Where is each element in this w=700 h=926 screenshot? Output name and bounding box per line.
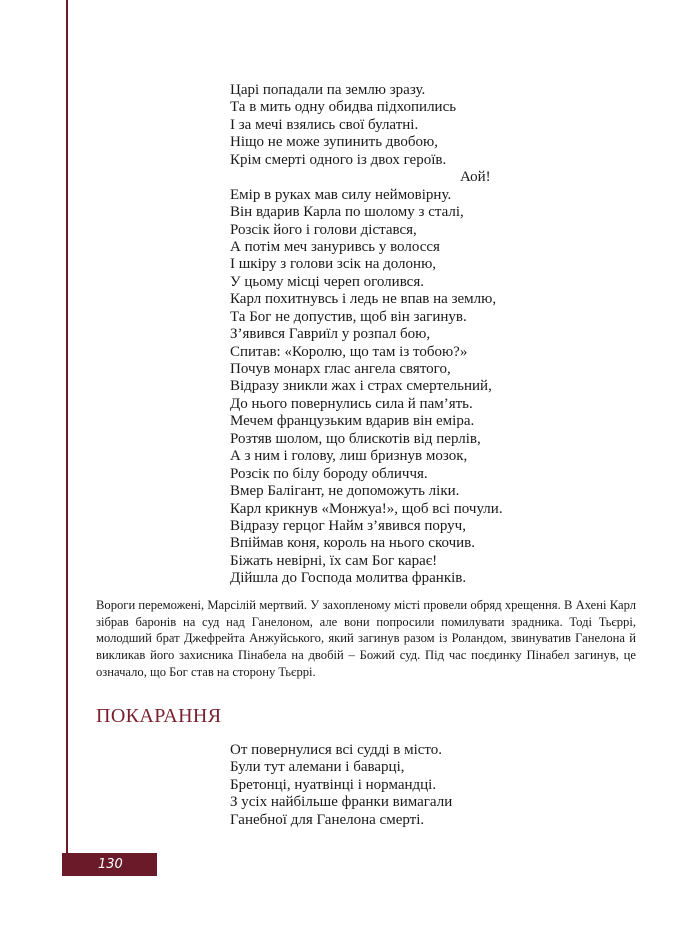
poem-line: З’явився Гавриїл у розпал бою, bbox=[230, 326, 431, 343]
poem-line: Емір в руках мав силу неймовірну. bbox=[230, 186, 452, 203]
poem-line: Ганебної для Ганелона смерті. bbox=[230, 811, 425, 828]
poem-refrain: Аой! bbox=[460, 169, 491, 186]
poem-line: У цьому місці череп оголився. bbox=[230, 273, 424, 290]
poem-line: Розсік по білу бороду обличчя. bbox=[230, 465, 428, 482]
poem-line: Почув монарх глас ангела святого, bbox=[230, 361, 451, 377]
poem-line: І за мечі взялись свої булатні. bbox=[230, 116, 419, 133]
page-number: 130 bbox=[98, 857, 123, 872]
poem-line: Та Бог не допустив, щоб він загинув. bbox=[230, 308, 467, 325]
poem-line: Були тут алемани і баварці, bbox=[230, 759, 405, 776]
poem-line: Царі попадали па землю зразу. bbox=[230, 82, 426, 98]
margin-rule bbox=[66, 0, 68, 876]
poem-line: Розтяв шолом, що блискотів від перлів, bbox=[230, 430, 481, 447]
poem-line: Карл крикнув «Монжуа!», щоб всі почули. bbox=[230, 500, 503, 517]
poem-line: Дійшла до Господа молитва франків. bbox=[230, 570, 467, 587]
poem-line: Ніщо не може зупинить двобою, bbox=[230, 134, 438, 151]
poem-excerpt-punishment bbox=[230, 742, 452, 829]
poem-line: Відразу зникли жах і страх смертельний, bbox=[230, 378, 492, 395]
section-heading: ПОКАРАННЯ bbox=[96, 705, 222, 727]
poem-line: Впіймав коня, король на нього скочив. bbox=[230, 535, 475, 552]
prose-summary: Вороги переможені, Марсілій мертвий. У захопленому місті провели обряд хрещення. В Ахені Карл зібрав баронів на суд над Ганелоном, але вони попросили помилувати зрадника. Тоді Тьєррі, молодший брат Джефрейта Анжуйського, який загинув разом із Роландом, звинуватив Ганелона й викликав його захисника Пінабела на двобій – Божий суд. Під час поєдинку Пінабел загинув, це означало, що Бог став на сторону Тьєррі. bbox=[96, 598, 636, 679]
poem-line: А з ним і голову, лиш бризнув мозок, bbox=[230, 448, 468, 465]
poem-excerpt-battle bbox=[230, 82, 503, 588]
poem-line: Бретонці, нуатвінці і нормандці. bbox=[230, 776, 437, 793]
poem-line: Карл похитнувсь і ледь не впав на землю, bbox=[230, 291, 497, 308]
poem-line: Вмер Балігант, не допоможуть ліки. bbox=[230, 483, 460, 500]
poem-line: Та в мить одну обидва підхопились bbox=[230, 99, 457, 116]
poem-line: Розсік його і голови дістався, bbox=[230, 221, 417, 238]
poem-line: Він вдарив Карла по шолому з сталі, bbox=[230, 204, 464, 221]
poem-line: І шкіру з голови зсік на долоню, bbox=[230, 256, 437, 273]
poem-line: Крім смерті одного із двох героїв. bbox=[230, 151, 447, 168]
page-number-tab bbox=[62, 853, 157, 876]
poem-line: До нього повернулись сила й пам’ять. bbox=[230, 395, 473, 412]
poem-line: Мечем французьким вдарив він еміра. bbox=[230, 413, 475, 430]
poem-line: Біжать невірні, їх сам Бог карає! bbox=[230, 552, 438, 569]
poem-line: От повернулися всі судді в місто. bbox=[230, 742, 443, 758]
poem-line: Спитав: «Королю, що там із тобою?» bbox=[230, 343, 468, 360]
poem-line: Відразу герцог Найм з’явився поруч, bbox=[230, 517, 466, 534]
poem-line: А потім меч зануривсь у волосся bbox=[230, 238, 440, 255]
poem-line: З усіх найбільше франки вимагали bbox=[230, 794, 453, 811]
